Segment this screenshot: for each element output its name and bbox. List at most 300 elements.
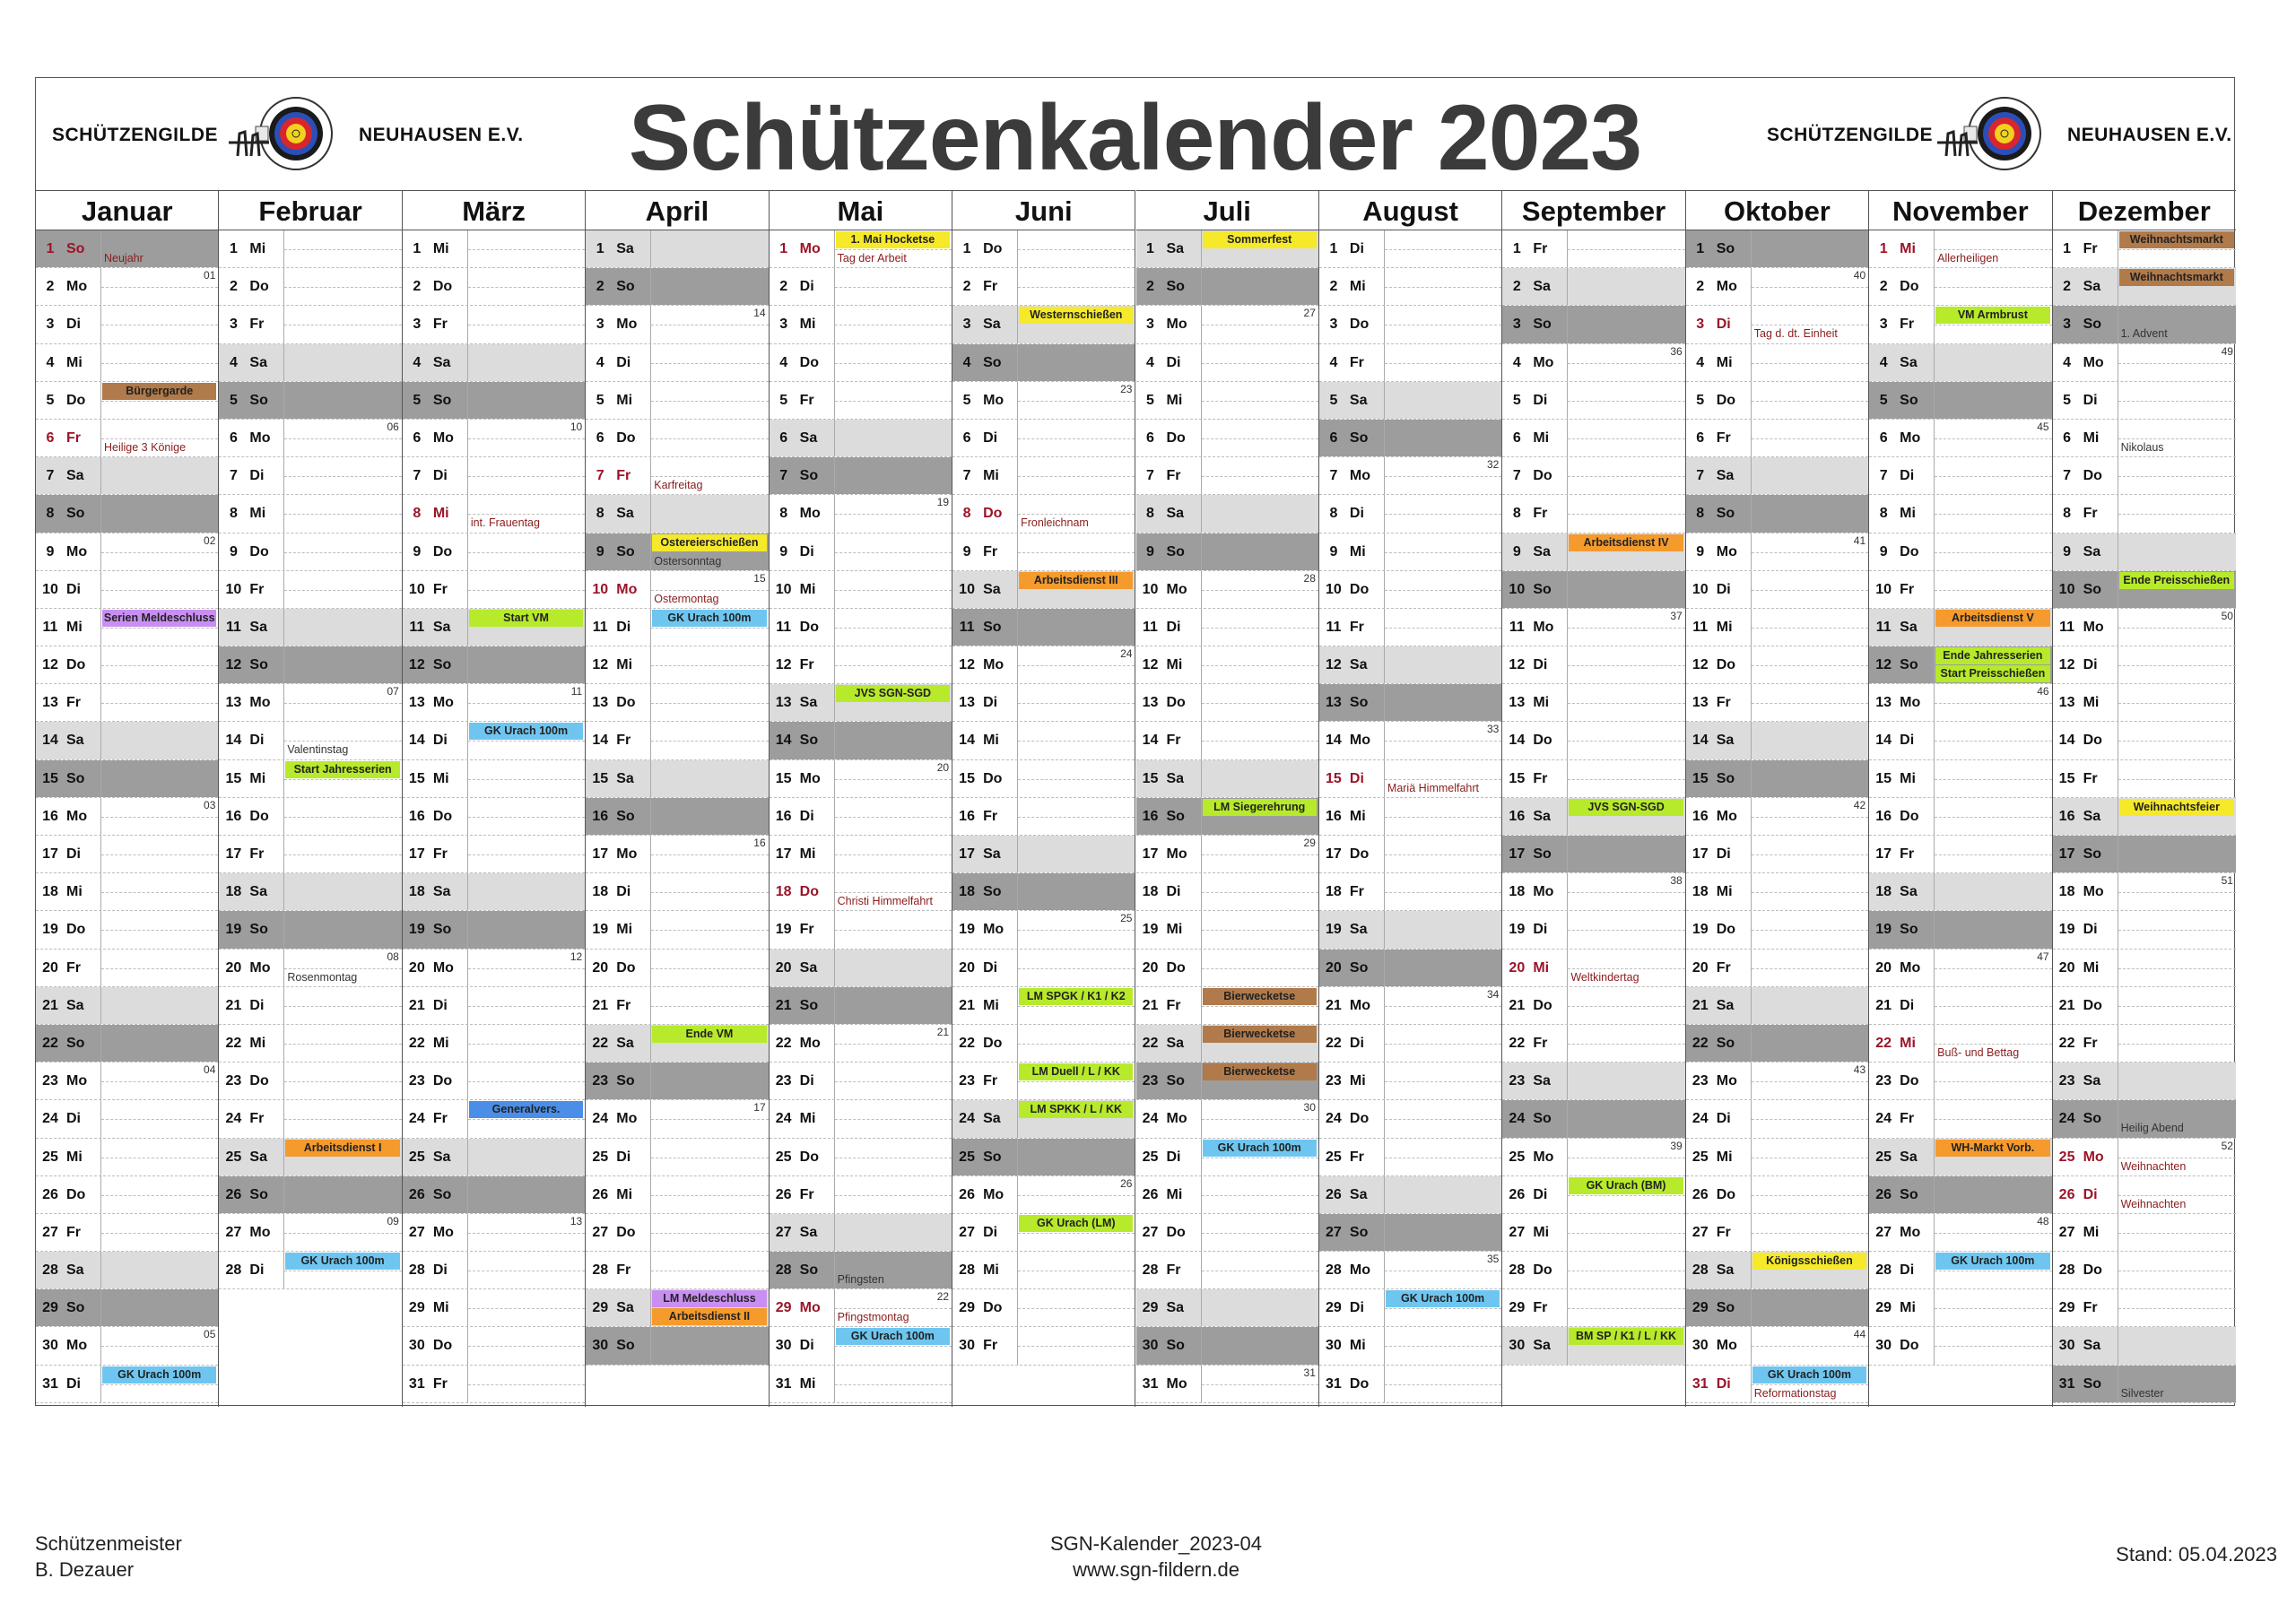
day-midline [1202, 249, 1318, 250]
day-row [1686, 1289, 1868, 1327]
day-midline [468, 1119, 585, 1120]
week-number: 05 [204, 1328, 216, 1341]
month-header: September [1502, 190, 1684, 230]
event-label: Arbeitsdienst IV [1569, 534, 1683, 551]
day-midline [1935, 1081, 2051, 1082]
event-label: GK Urach 100m [652, 610, 766, 627]
day-row [403, 457, 585, 495]
day-number: 29 [1692, 1300, 1709, 1316]
day-midline [1018, 854, 1135, 855]
weekday: Do [799, 884, 819, 900]
day-number: 28 [1142, 1262, 1159, 1279]
day-number: 11 [776, 619, 792, 635]
day-number: 11 [409, 619, 425, 635]
day-row [952, 1100, 1135, 1138]
weekday: So [1533, 1111, 1552, 1127]
week-number: 51 [2221, 874, 2233, 888]
day-number: 30 [592, 1338, 609, 1354]
weekday: Fr [249, 1111, 265, 1127]
day-row [1502, 1063, 1684, 1100]
day-number: 9 [1146, 543, 1154, 559]
week-number: 33 [1486, 723, 1500, 736]
day-row [1319, 1176, 1501, 1214]
day-row [1136, 722, 1318, 759]
holiday-note: Buß- und Bettag [1937, 1045, 2020, 1059]
day-midline [835, 1006, 952, 1007]
weekday: Sa [983, 317, 1001, 333]
weekday: Mo [799, 1300, 821, 1316]
event-label: Start Jahresserien [285, 761, 399, 778]
weekday: Mo [1533, 884, 1554, 900]
footer-person: B. Dezauer [35, 1558, 135, 1581]
day-midline [835, 1044, 952, 1045]
day-midline [101, 741, 218, 742]
day-row [1502, 1327, 1684, 1365]
weekday: Do [249, 543, 269, 559]
day-row [952, 609, 1135, 646]
day-row [770, 987, 952, 1025]
day-midline [284, 1233, 401, 1234]
day-number: 5 [46, 392, 55, 408]
day-row [586, 495, 768, 533]
weekday: Fr [1716, 959, 1731, 976]
day-row [1319, 911, 1501, 949]
week-number: 37 [1670, 609, 1683, 622]
day-row [770, 1139, 952, 1176]
day-row [1319, 1252, 1501, 1289]
weekday: Mo [616, 846, 638, 862]
day-midline [1752, 552, 1868, 553]
day-midline [2118, 1384, 2236, 1385]
weekday: Fr [983, 1073, 998, 1089]
day-number: 9 [46, 543, 55, 559]
day-row [1869, 911, 2051, 949]
week-number: 09 [387, 1214, 399, 1227]
day-midline [1018, 438, 1135, 439]
day-row [1136, 344, 1318, 382]
day-row [586, 533, 768, 571]
day-midline [1202, 854, 1318, 855]
week-number: 25 [1120, 912, 1133, 925]
day-midline [1385, 1346, 1501, 1347]
day-row [586, 646, 768, 684]
day-number: 31 [408, 1375, 425, 1392]
day-number: 25 [775, 1149, 792, 1165]
weekday: Sa [1166, 241, 1185, 256]
day-number: 25 [42, 1149, 58, 1165]
day-row [770, 268, 952, 306]
day-row [2053, 457, 2236, 495]
day-number: 26 [1692, 1186, 1709, 1202]
day-midline [1385, 1384, 1501, 1385]
month-header: Dezember [2053, 190, 2236, 230]
day-midline [1202, 401, 1318, 402]
day-number: 25 [408, 1149, 425, 1165]
month-column [770, 190, 952, 1407]
weekday: Sa [249, 354, 267, 370]
day-number: 5 [1696, 392, 1705, 408]
day-number: 14 [592, 733, 609, 749]
day-number: 21 [775, 997, 792, 1013]
day-midline [835, 703, 952, 704]
day-midline [2118, 703, 2236, 704]
day-number: 25 [959, 1149, 975, 1165]
weekday: Di [1166, 884, 1181, 900]
weekday: Mi [1166, 922, 1183, 938]
holiday-note: Weltkindertag [1570, 970, 1639, 984]
day-number: 16 [1692, 808, 1709, 824]
weekday: So [2083, 1375, 2102, 1392]
day-row [2053, 306, 2236, 343]
day-midline [1752, 1308, 1868, 1309]
day-row [770, 457, 952, 495]
weekday: Di [799, 279, 814, 295]
day-row [36, 1176, 218, 1214]
day-midline [468, 741, 585, 742]
day-midline [651, 287, 768, 288]
weekday: Fr [66, 429, 81, 446]
day-row [952, 1025, 1135, 1063]
day-midline [1568, 401, 1684, 402]
day-midline [468, 854, 585, 855]
day-number: 17 [1509, 846, 1526, 862]
weekday: Sa [66, 997, 84, 1013]
weekday: Di [1349, 506, 1364, 522]
day-number: 8 [1146, 506, 1154, 522]
day-number: 26 [592, 1186, 609, 1202]
day-row [586, 836, 768, 873]
day-row [586, 1100, 768, 1138]
weekday: Fr [249, 581, 265, 597]
day-number: 27 [42, 1224, 58, 1240]
weekday: Fr [616, 468, 631, 484]
day-row [403, 950, 585, 987]
weekday: Sa [1900, 884, 1918, 900]
month-column [1136, 190, 1319, 1407]
event-label: GK Urach (LM) [1019, 1215, 1133, 1232]
day-number: 15 [1509, 770, 1526, 786]
weekday: Fr [983, 1338, 998, 1354]
day-midline [468, 1346, 585, 1347]
day-number: 8 [1329, 506, 1338, 522]
day-number: 13 [592, 695, 609, 711]
weekday: Sa [1533, 1073, 1551, 1089]
day-midline [2118, 1006, 2236, 1007]
day-row [2053, 1176, 2236, 1214]
day-number: 28 [1326, 1262, 1342, 1279]
day-row [586, 1063, 768, 1100]
day-midline [101, 1233, 218, 1234]
day-number: 22 [1875, 1035, 1892, 1051]
event-label: LM SPGK / K1 / K2 [1019, 988, 1133, 1005]
day-number: 1 [962, 241, 971, 256]
weekday: Sa [1533, 808, 1551, 824]
day-row [586, 950, 768, 987]
day-row [1686, 911, 1868, 949]
weekday: Mo [2083, 619, 2104, 635]
weekday: Mi [983, 468, 999, 484]
day-midline [284, 363, 401, 364]
day-row [403, 420, 585, 457]
event-label: GK Urach 100m [285, 1253, 399, 1270]
weekday: Mi [432, 1300, 449, 1316]
day-number: 18 [2058, 884, 2075, 900]
day-midline [651, 1233, 768, 1234]
day-row [1502, 1025, 1684, 1063]
day-row [36, 798, 218, 836]
weekday: Do [66, 657, 86, 673]
day-number: 3 [229, 317, 238, 333]
day-number: 7 [46, 468, 55, 484]
event-label: JVS SGN-SGD [1569, 799, 1683, 816]
org-left-text: SCHÜTZENGILDE [52, 125, 218, 145]
day-number: 6 [1512, 429, 1521, 446]
day-midline [651, 1346, 768, 1347]
day-number: 13 [1875, 695, 1892, 711]
weekday: Do [249, 808, 269, 824]
event-label: GK Urach (BM) [1569, 1177, 1683, 1194]
day-midline [468, 1044, 585, 1045]
day-row [219, 1025, 401, 1063]
weekday: Sa [66, 733, 84, 749]
day-number: 18 [42, 884, 58, 900]
day-midline [284, 930, 401, 931]
day-row [1136, 1100, 1318, 1138]
day-row [1502, 911, 1684, 949]
day-row [1136, 1025, 1318, 1063]
day-row [1319, 495, 1501, 533]
day-midline [1018, 1081, 1135, 1082]
weekday: So [2083, 581, 2102, 597]
day-midline [468, 703, 585, 704]
weekday: Fr [2083, 506, 2098, 522]
day-row [1319, 1289, 1501, 1327]
weekday: Do [432, 808, 453, 824]
day-midline [2118, 476, 2236, 477]
day-number: 2 [413, 279, 422, 295]
day-row [952, 760, 1135, 798]
day-midline [1935, 1006, 2051, 1007]
day-midline [2118, 741, 2236, 742]
day-midline [1018, 703, 1135, 704]
org-name-right [1767, 125, 1933, 146]
day-midline [651, 476, 768, 477]
weekday: Do [66, 1186, 86, 1202]
day-row [1136, 268, 1318, 306]
day-number: 18 [1142, 884, 1159, 900]
day-midline [1018, 1233, 1135, 1234]
event-label: Start VM [469, 610, 583, 627]
day-row [1686, 609, 1868, 646]
day-row [1686, 987, 1868, 1025]
day-row [952, 836, 1135, 873]
weekday: Fr [616, 1262, 631, 1279]
day-number: 30 [1326, 1338, 1342, 1354]
day-number: 31 [1326, 1375, 1342, 1392]
day-number: 22 [959, 1035, 975, 1051]
day-midline [2118, 665, 2236, 666]
weekday: Do [983, 241, 1003, 256]
day-row [770, 382, 952, 420]
day-row [1686, 571, 1868, 609]
weekday: Do [1900, 279, 1919, 295]
day-midline [1752, 854, 1868, 855]
day-midline [835, 1081, 952, 1082]
day-row [219, 646, 401, 684]
day-number: 1 [1512, 241, 1521, 256]
day-midline [1202, 552, 1318, 553]
day-number: 13 [775, 695, 792, 711]
day-midline [1935, 438, 2051, 439]
day-midline [468, 1233, 585, 1234]
day-number: 20 [2058, 959, 2075, 976]
weekday: Do [799, 1149, 819, 1165]
weekday: Sa [1716, 733, 1735, 749]
event-label: Ende Jahresserien [1935, 647, 2049, 664]
weekday: Mo [799, 506, 821, 522]
weekday: So [799, 997, 819, 1013]
day-midline [651, 552, 768, 553]
day-row [1686, 533, 1868, 571]
weekday: Di [1349, 770, 1364, 786]
weekday: So [432, 392, 452, 408]
day-row [219, 950, 401, 987]
day-midline [1018, 514, 1135, 515]
day-number: 10 [42, 581, 58, 597]
day-number: 12 [1326, 657, 1342, 673]
day-row [586, 344, 768, 382]
day-midline [101, 438, 218, 439]
day-number: 31 [42, 1375, 58, 1392]
day-number: 6 [1146, 429, 1154, 446]
day-midline [2118, 287, 2236, 288]
day-row [36, 836, 218, 873]
weekday: Mi [249, 770, 266, 786]
day-number: 4 [1879, 354, 1888, 370]
weekday: Di [1166, 1149, 1181, 1165]
week-number: 29 [1303, 837, 1316, 849]
day-number: 25 [1875, 1149, 1892, 1165]
weekday: Fr [2083, 241, 2098, 256]
org-right-text: SCHÜTZENGILDE [1767, 125, 1933, 145]
weekday: So [616, 543, 635, 559]
day-row [952, 684, 1135, 722]
event-label: GK Urach 100m [1935, 1253, 2049, 1270]
weekday: Mi [1900, 506, 1916, 522]
weekday: Di [1716, 581, 1731, 597]
weekday: Sa [1900, 1149, 1918, 1165]
day-midline [651, 779, 768, 780]
weekday: Sa [799, 1224, 818, 1240]
weekday: So [616, 279, 635, 295]
weekday: Di [432, 733, 448, 749]
day-midline [1752, 1081, 1868, 1082]
weekday: Sa [1349, 392, 1368, 408]
day-midline [1568, 552, 1684, 553]
weekday: Mo [1716, 543, 1737, 559]
day-row [1686, 722, 1868, 759]
day-row [1502, 230, 1684, 268]
weekday: So [249, 922, 268, 938]
weekday: Mi [616, 1186, 633, 1202]
day-row [1136, 873, 1318, 911]
event-label: Ende VM [652, 1026, 766, 1043]
day-number: 5 [596, 392, 604, 408]
day-row [219, 420, 401, 457]
day-midline [1385, 892, 1501, 893]
day-midline [101, 1119, 218, 1120]
weekday: Mi [432, 770, 449, 786]
day-number: 10 [592, 581, 609, 597]
day-number: 22 [1326, 1035, 1342, 1051]
day-number: 16 [42, 808, 58, 824]
weekday: Fr [432, 846, 448, 862]
day-midline [651, 703, 768, 704]
week-number: 24 [1120, 647, 1133, 661]
weekday: So [799, 468, 819, 484]
month-column [2053, 190, 2236, 1407]
day-number: 20 [1509, 959, 1526, 976]
weekday: Mo [1533, 1149, 1554, 1165]
event-label: WH-Markt Vorb. [1935, 1140, 2049, 1157]
day-row [1869, 646, 2051, 684]
week-number: 41 [1853, 533, 1866, 547]
day-midline [468, 930, 585, 931]
day-number: 5 [1879, 392, 1888, 408]
footer-center [35, 1531, 2277, 1583]
holiday-note: 1. Advent [2120, 327, 2168, 341]
day-number: 15 [1326, 770, 1342, 786]
weekday: So [1166, 1073, 1185, 1089]
weekday: So [1349, 429, 1369, 446]
day-row [586, 420, 768, 457]
weekday: Di [1716, 846, 1731, 862]
day-row [952, 533, 1135, 571]
weekday: Do [799, 619, 819, 635]
day-row [219, 230, 401, 268]
day-row [36, 873, 218, 911]
weekday: Mi [983, 1262, 999, 1279]
weekday: Mo [1166, 317, 1187, 333]
day-row [1136, 987, 1318, 1025]
club-logo-right [1928, 80, 2063, 187]
day-midline [651, 1195, 768, 1196]
weekday: Mo [2083, 354, 2104, 370]
day-row [1869, 1025, 2051, 1063]
day-row [219, 1063, 401, 1100]
day-midline [1568, 741, 1684, 742]
day-number: 4 [779, 354, 788, 370]
day-number: 15 [775, 770, 792, 786]
day-midline [468, 968, 585, 969]
weekday: Di [799, 808, 814, 824]
day-row [1319, 609, 1501, 646]
day-midline [1385, 287, 1501, 288]
day-number: 8 [1879, 506, 1888, 522]
day-row [219, 306, 401, 343]
event-label: GK Urach 100m [102, 1366, 216, 1383]
day-number: 4 [1329, 354, 1338, 370]
page-title: Schützenkalender 2023 [628, 86, 1642, 190]
weekday: Do [1716, 392, 1736, 408]
weekday: Mi [1716, 619, 1733, 635]
day-row [1319, 230, 1501, 268]
day-row [1319, 684, 1501, 722]
month-column [952, 190, 1135, 1407]
weekday: Fr [1900, 846, 1915, 862]
day-midline [1018, 817, 1135, 818]
day-number: 18 [775, 884, 792, 900]
